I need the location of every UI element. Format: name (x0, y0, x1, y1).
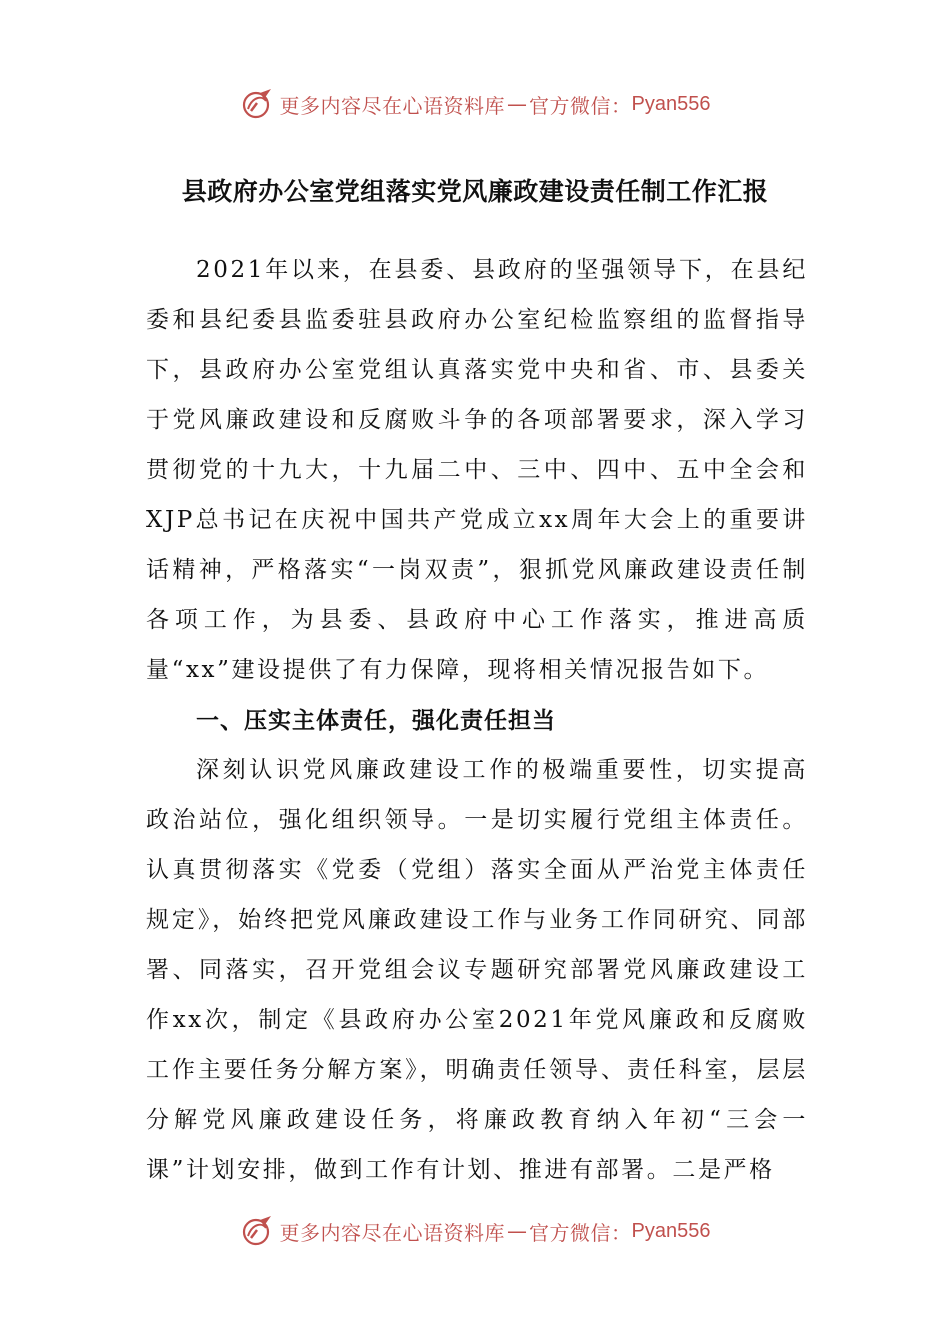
watermark-handle: Pyan556 (631, 92, 711, 115)
watermark-suffix: 官方微信： (529, 1220, 632, 1245)
section-1-heading: 一、压实主体责任，强化责任担当 (196, 708, 556, 734)
watermark-separator: — (507, 1219, 528, 1243)
watermark-suffix: 官方微信： (529, 93, 632, 118)
intro-paragraph: 2021年以来，在县委、县政府的坚强领导下，在县纪委和县纪委县监委驻县政府办公室纪检监察组的监督指导下，县政府办公室党组认真落实党中央和省、市、县委关于党风廉政建设和反腐败斗争的各项部署要求，深入学习贯彻党的十九大，十九届二中、三中、四中、五中全会和XJP总书记在庆祝中国共产党成立xx周年大会上的重要讲话精神，严格落实“一岗双责”，狠抓党风廉政建设责任制各项工作，为县委、县政府中心工作落实，推进高质量“xx”建设提供了有力保障，现将相关情况报告如下。 (146, 257, 808, 683)
watermark-handle: Pyan556 (631, 1219, 711, 1242)
section-1-paragraph: 深刻认识党风廉政建设工作的极端重要性，切实提高政治站位，强化组织领导。一是切实履行党组主体责任。认真贯彻落实《党委（党组）落实全面从严治党主体责任规定》，始终把党风廉政建设工作与业务工作同研究、同部署、同落实，召开党组会议专题研究部署党风廉政建设工作xx次，制定《县政府办公室2021年党风廉政和反腐败工作主要任务分解方案》，明确责任领导、责任科室，层层分解党风廉政建设任务，将廉政教育纳入年初“三会一课”计划安排，做到工作有计划、推进有部署。二是严格 (146, 757, 808, 1183)
watermark-footer (0, 1211, 950, 1251)
pen-swirl-logo-icon (240, 1214, 274, 1248)
document-title: 县政府办公室党组落实党风廉政建设责任制工作汇报 (181, 177, 769, 206)
pen-swirl-logo-icon (240, 87, 274, 121)
watermark-separator: — (507, 92, 528, 116)
watermark-text: 更多内容尽在心语资料库 (279, 93, 506, 118)
watermark-text: 更多内容尽在心语资料库 (279, 1220, 506, 1245)
watermark-header (0, 84, 950, 124)
